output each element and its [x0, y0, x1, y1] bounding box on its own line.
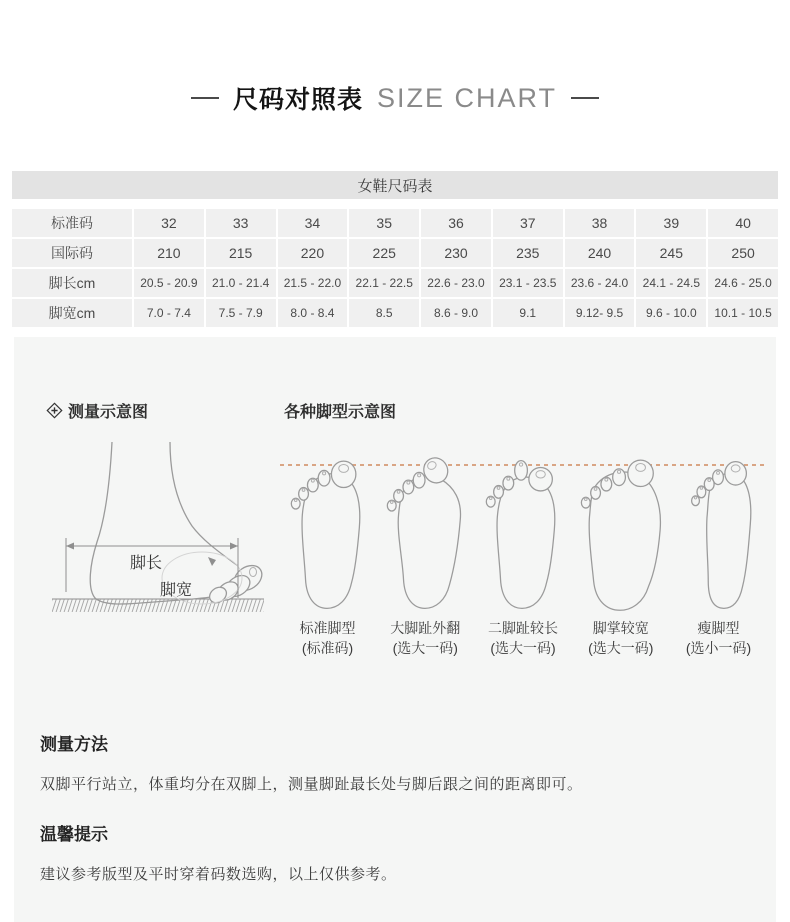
foot-side-view-illustration — [42, 440, 274, 620]
table-row — [12, 209, 778, 237]
size-cell: 7.0 - 7.4 — [134, 299, 204, 327]
measure-method-heading: 测量方法 — [40, 735, 108, 754]
size-cell: 23.1 - 23.5 — [493, 269, 563, 297]
foot-type-caption — [280, 618, 375, 658]
foot-type-advice: (标准码) — [301, 640, 354, 656]
thin-foot-illustration — [674, 452, 764, 614]
foot-type-advice: (选小一码) — [685, 640, 752, 656]
foot-measure-diagram — [42, 440, 274, 625]
row-label: 脚长cm — [12, 269, 132, 297]
tips-body: 建议参考版型及平时穿着码数选购，以上仅供参考。 — [40, 866, 397, 883]
foot-types-heading-label: 各种脚型示意图 — [284, 404, 397, 421]
foot-width-label: 脚宽 — [160, 582, 193, 599]
page-title-en: SIZE CHART — [376, 82, 558, 113]
foot-types-heading — [284, 399, 396, 422]
size-cell: 21.5 - 22.0 — [278, 269, 348, 297]
measure-method-section — [40, 730, 756, 794]
size-table-rows — [12, 209, 778, 327]
size-cell: 9.6 - 10.0 — [636, 299, 706, 327]
size-table — [12, 171, 778, 329]
foot-type-advice: (选大一码) — [490, 640, 556, 656]
foot-type-caption — [573, 618, 668, 658]
size-cell: 225 — [349, 239, 419, 267]
size-cell: 35 — [349, 209, 419, 237]
size-cell: 39 — [636, 209, 706, 237]
foot-type-advice: (选大一码) — [588, 640, 654, 656]
size-cell: 24.6 - 25.0 — [708, 269, 778, 297]
size-cell: 210 — [134, 239, 204, 267]
size-cell: 9.1 — [493, 299, 563, 327]
long-second-toe-foot-illustration — [478, 452, 568, 614]
foot-length-label: 脚长 — [130, 555, 163, 572]
wide-foot-illustration — [576, 452, 666, 614]
size-cell: 37 — [493, 209, 563, 237]
size-cell: 8.6 - 9.0 — [421, 299, 491, 327]
size-cell: 8.5 — [349, 299, 419, 327]
foot-types-diagram — [280, 452, 766, 667]
foot-type-name: 大脚趾外翻 — [390, 620, 461, 636]
size-cell: 40 — [708, 209, 778, 237]
size-cell: 22.1 - 22.5 — [349, 269, 419, 297]
size-cell: 34 — [278, 209, 348, 237]
foot-type-advice: (选大一码) — [392, 640, 458, 656]
tips-section — [40, 820, 756, 884]
size-cell: 22.6 - 23.0 — [421, 269, 491, 297]
size-cell: 32 — [134, 209, 204, 237]
size-cell: 33 — [206, 209, 276, 237]
size-table-title: 女鞋尺码表 — [12, 171, 778, 199]
foot-type-name: 标准脚型 — [299, 620, 356, 636]
foot-type-wide — [573, 452, 668, 658]
ground-hatch — [52, 599, 264, 612]
foot-type-long-second-toe — [476, 452, 571, 658]
size-cell: 36 — [421, 209, 491, 237]
tips-heading: 温馨提示 — [40, 825, 108, 844]
measure-method-body: 双脚平行站立，体重均分在双脚上，测量脚趾最长处与脚后跟之间的距离即可。 — [40, 776, 583, 793]
title-dash-right — [571, 97, 599, 99]
foot-type-name: 脚掌较宽 — [592, 620, 649, 636]
size-cell: 23.6 - 24.0 — [565, 269, 635, 297]
size-cell: 7.5 - 7.9 — [206, 299, 276, 327]
size-cell: 24.1 - 24.5 — [636, 269, 706, 297]
size-cell: 20.5 - 20.9 — [134, 269, 204, 297]
row-label: 国际码 — [12, 239, 132, 267]
row-label: 脚宽cm — [12, 299, 132, 327]
foot-type-valgus — [378, 452, 473, 658]
table-row — [12, 269, 778, 297]
size-cell: 9.12- 9.5 — [565, 299, 635, 327]
page-title — [0, 80, 790, 116]
size-cell: 8.0 - 8.4 — [278, 299, 348, 327]
measure-section-heading — [46, 399, 148, 422]
foot-type-caption — [476, 618, 571, 658]
foot-type-thin — [671, 452, 766, 658]
size-cell: 250 — [708, 239, 778, 267]
valgus-foot-illustration — [380, 452, 470, 614]
measure-heading-label: 测量示意图 — [68, 404, 149, 421]
size-cell: 21.0 - 21.4 — [206, 269, 276, 297]
size-cell: 10.1 - 10.5 — [708, 299, 778, 327]
size-cell: 235 — [493, 239, 563, 267]
standard-foot-illustration — [283, 452, 373, 614]
size-cell: 240 — [565, 239, 635, 267]
foot-type-name: 瘦脚型 — [697, 620, 740, 636]
size-cell: 245 — [636, 239, 706, 267]
foot-type-name: 二脚趾较长 — [488, 620, 558, 636]
title-dash-left — [191, 97, 219, 99]
size-cell: 230 — [421, 239, 491, 267]
size-cell: 38 — [565, 209, 635, 237]
foot-type-row — [280, 452, 766, 658]
page-title-zh: 尺码对照表 — [232, 86, 363, 114]
info-panel — [14, 337, 776, 922]
row-label: 标准码 — [12, 209, 132, 237]
table-row — [12, 239, 778, 267]
foot-type-caption — [671, 618, 766, 658]
size-cell: 215 — [206, 239, 276, 267]
size-cell: 220 — [278, 239, 348, 267]
foot-type-caption — [378, 618, 473, 658]
foot-type-standard — [280, 452, 375, 658]
diamond-plus-icon — [46, 402, 63, 419]
table-row — [12, 299, 778, 327]
